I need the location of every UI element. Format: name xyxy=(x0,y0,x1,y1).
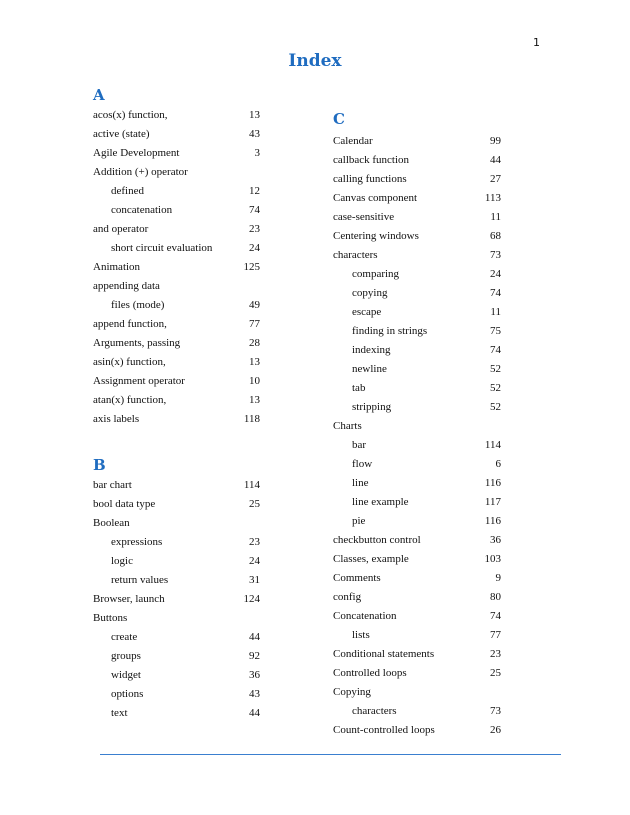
entry-page-number: 25 xyxy=(249,498,260,510)
entry-term: Assignment operator xyxy=(93,375,185,387)
index-entry xyxy=(93,514,263,533)
entry-term: calling functions xyxy=(333,173,407,185)
entry-term: case-sensitive xyxy=(333,211,395,223)
index-entry xyxy=(93,106,263,125)
entry-page-number: 24 xyxy=(490,268,501,280)
entry-term: newline xyxy=(352,363,387,375)
entry-page-number: 103 xyxy=(484,553,501,565)
section-letter-b: B xyxy=(93,456,106,474)
index-entry xyxy=(333,683,503,702)
entry-term: Charts xyxy=(333,420,362,432)
index-entry xyxy=(93,495,263,514)
entry-term: stripping xyxy=(352,401,392,413)
entry-page-number: 13 xyxy=(249,394,260,406)
index-subentry xyxy=(333,626,503,645)
entry-page-number: 28 xyxy=(249,337,260,349)
entry-page-number: 36 xyxy=(490,534,501,546)
entry-term: groups xyxy=(111,650,141,662)
entry-term: concatenation xyxy=(111,204,173,216)
entry-page-number: 13 xyxy=(249,109,260,121)
entry-page-number: 116 xyxy=(484,515,501,527)
entry-page-number: 77 xyxy=(490,629,501,641)
entry-term: Browser, launch xyxy=(93,593,165,605)
index-subentry xyxy=(93,533,263,552)
entry-page-number: 113 xyxy=(484,192,501,204)
entry-page-number: 12 xyxy=(249,185,260,197)
index-entry xyxy=(333,151,503,170)
entry-term: tab xyxy=(352,382,366,394)
entry-term: escape xyxy=(352,306,382,318)
entry-term: appending data xyxy=(93,280,160,292)
index-entry xyxy=(333,208,503,227)
index-entry xyxy=(333,170,503,189)
index-entry xyxy=(93,277,263,296)
entry-term: Buttons xyxy=(93,612,128,624)
entry-term: expressions xyxy=(111,536,163,548)
entry-term: copying xyxy=(352,287,388,299)
entry-term: append function, xyxy=(93,318,167,330)
entry-page-number: 92 xyxy=(249,650,260,662)
entry-term: bool data type xyxy=(93,498,156,510)
entry-page-number: 10 xyxy=(249,375,260,387)
index-entry xyxy=(333,569,503,588)
entry-term: flow xyxy=(352,458,373,470)
entry-page-number: 116 xyxy=(484,477,501,489)
entry-page-number: 118 xyxy=(243,413,260,425)
index-entry xyxy=(93,353,263,372)
entry-page-number: 26 xyxy=(490,724,501,736)
entry-page-number: 11 xyxy=(490,211,501,223)
entry-term: line example xyxy=(352,496,409,508)
entry-page-number: 73 xyxy=(490,705,501,717)
entry-page-number: 23 xyxy=(249,536,260,548)
index-subentry xyxy=(333,455,503,474)
entry-term: axis labels xyxy=(93,413,140,425)
entry-page-number: 25 xyxy=(490,667,501,679)
entry-term: atan(x) function, xyxy=(93,394,167,406)
entry-page-number: 124 xyxy=(243,593,260,605)
entry-page-number: 74 xyxy=(249,204,260,216)
entry-term: lists xyxy=(352,629,370,641)
index-subentry xyxy=(333,398,503,417)
entry-term: Concatenation xyxy=(333,610,397,622)
entry-term: Copying xyxy=(333,686,371,698)
entry-term: characters xyxy=(333,249,378,261)
entry-page-number: 44 xyxy=(249,707,260,719)
index-subentry xyxy=(333,474,503,493)
index-subentry xyxy=(333,303,503,322)
entry-term: Boolean xyxy=(93,517,130,529)
entry-term: defined xyxy=(111,185,144,197)
index-subentry xyxy=(333,436,503,455)
entry-term: Classes, example xyxy=(333,553,409,565)
entry-term: pie xyxy=(352,515,366,527)
index-subentry xyxy=(93,182,263,201)
index-subentry xyxy=(333,341,503,360)
index-entry xyxy=(93,220,263,239)
entry-page-number: 68 xyxy=(490,230,501,242)
index-entry xyxy=(93,125,263,144)
index-entry xyxy=(333,189,503,208)
entry-term: Controlled loops xyxy=(333,667,407,679)
page-title: Index xyxy=(288,51,342,71)
index-subentry xyxy=(333,360,503,379)
entry-page-number: 114 xyxy=(243,479,260,491)
index-subentry xyxy=(93,685,263,704)
entry-page-number: 80 xyxy=(490,591,501,603)
entry-term: active (state) xyxy=(93,128,150,140)
index-list-a xyxy=(93,106,263,429)
index-subentry xyxy=(93,201,263,220)
entry-term: create xyxy=(111,631,138,643)
index-entry xyxy=(333,227,503,246)
index-entry xyxy=(93,334,263,353)
entry-page-number: 74 xyxy=(490,287,501,299)
entry-term: return values xyxy=(111,574,169,586)
entry-term: Count-controlled loops xyxy=(333,724,435,736)
index-subentry xyxy=(93,704,263,723)
entry-page-number: 117 xyxy=(484,496,501,508)
index-entry xyxy=(93,590,263,609)
entry-term: Agile Development xyxy=(93,147,180,159)
entry-term: logic xyxy=(111,555,133,567)
entry-term: finding in strings xyxy=(352,325,428,337)
index-entry xyxy=(333,721,503,740)
entry-term: acos(x) function, xyxy=(93,109,168,121)
index-subentry xyxy=(333,284,503,303)
index-subentry xyxy=(333,379,503,398)
entry-term: Centering windows xyxy=(333,230,419,242)
entry-term: comparing xyxy=(352,268,400,280)
footer-rule xyxy=(100,754,561,755)
index-entry xyxy=(333,531,503,550)
index-subentry xyxy=(93,666,263,685)
entry-term: bar chart xyxy=(93,479,132,491)
index-entry xyxy=(333,550,503,569)
index-entry xyxy=(333,607,503,626)
entry-page-number: 125 xyxy=(243,261,260,273)
entry-term: text xyxy=(111,707,128,719)
entry-term: widget xyxy=(111,669,141,681)
section-letter-a: A xyxy=(93,86,105,104)
index-entry xyxy=(333,645,503,664)
index-subentry xyxy=(333,512,503,531)
index-list-b xyxy=(93,476,263,723)
entry-term: Canvas component xyxy=(333,192,418,204)
entry-term: files (mode) xyxy=(111,299,165,311)
entry-term: Animation xyxy=(93,261,141,273)
index-entry xyxy=(333,417,503,436)
entry-page-number: 44 xyxy=(490,154,501,166)
entry-term: bar xyxy=(352,439,367,451)
entry-term: asin(x) function, xyxy=(93,356,166,368)
entry-page-number: 43 xyxy=(249,688,260,700)
index-subentry xyxy=(333,322,503,341)
entry-page-number: 31 xyxy=(249,574,260,586)
entry-term: config xyxy=(333,591,362,603)
index-subentry xyxy=(93,571,263,590)
index-subentry xyxy=(333,702,503,721)
index-entry xyxy=(93,609,263,628)
index-entry xyxy=(333,132,503,151)
index-entry xyxy=(333,588,503,607)
entry-page-number: 99 xyxy=(490,135,501,147)
entry-term: indexing xyxy=(352,344,391,356)
entry-page-number: 75 xyxy=(490,325,501,337)
entry-term: Comments xyxy=(333,572,381,584)
entry-page-number: 74 xyxy=(490,344,501,356)
index-list-c xyxy=(333,132,503,740)
entry-page-number: 114 xyxy=(484,439,501,451)
entry-page-number: 49 xyxy=(249,299,260,311)
index-subentry xyxy=(93,239,263,258)
entry-term: callback function xyxy=(333,154,410,166)
index-entry xyxy=(93,144,263,163)
index-subentry xyxy=(93,552,263,571)
index-entry xyxy=(93,391,263,410)
entry-page-number: 6 xyxy=(495,458,501,470)
index-entry xyxy=(333,246,503,265)
entry-page-number: 74 xyxy=(490,610,501,622)
index-entry xyxy=(93,258,263,277)
entry-page-number: 23 xyxy=(249,223,260,235)
entry-page-number: 73 xyxy=(490,249,501,261)
section-letter-c: C xyxy=(333,110,345,128)
index-subentry xyxy=(333,493,503,512)
index-entry xyxy=(93,315,263,334)
entry-page-number: 13 xyxy=(249,356,260,368)
entry-page-number: 52 xyxy=(490,382,501,394)
entry-term: short circuit evaluation xyxy=(111,242,213,254)
entry-page-number: 24 xyxy=(249,242,260,254)
index-subentry xyxy=(93,628,263,647)
entry-term: Arguments, passing xyxy=(93,337,181,349)
entry-page-number: 52 xyxy=(490,401,501,413)
entry-term: line xyxy=(352,477,369,489)
index-entry xyxy=(93,410,263,429)
page-number: 1 xyxy=(533,36,540,49)
entry-page-number: 77 xyxy=(249,318,260,330)
entry-page-number: 27 xyxy=(490,173,501,185)
entry-term: checkbutton control xyxy=(333,534,421,546)
entry-term: options xyxy=(111,688,144,700)
index-subentry xyxy=(333,265,503,284)
index-entry xyxy=(93,163,263,182)
entry-page-number: 9 xyxy=(495,572,501,584)
entry-page-number: 24 xyxy=(249,555,260,567)
entry-page-number: 44 xyxy=(249,631,260,643)
entry-page-number: 3 xyxy=(254,147,260,159)
entry-page-number: 52 xyxy=(490,363,501,375)
index-entry xyxy=(333,664,503,683)
entry-term: and operator xyxy=(93,223,149,235)
entry-term: characters xyxy=(352,705,397,717)
entry-term: Addition (+) operator xyxy=(93,166,188,178)
entry-page-number: 11 xyxy=(490,306,501,318)
entry-page-number: 43 xyxy=(249,128,260,140)
entry-page-number: 36 xyxy=(249,669,260,681)
index-entry xyxy=(93,476,263,495)
index-subentry xyxy=(93,296,263,315)
index-subentry xyxy=(93,647,263,666)
entry-page-number: 23 xyxy=(490,648,501,660)
index-entry xyxy=(93,372,263,391)
entry-term: Calendar xyxy=(333,135,373,147)
entry-term: Conditional statements xyxy=(333,648,435,660)
